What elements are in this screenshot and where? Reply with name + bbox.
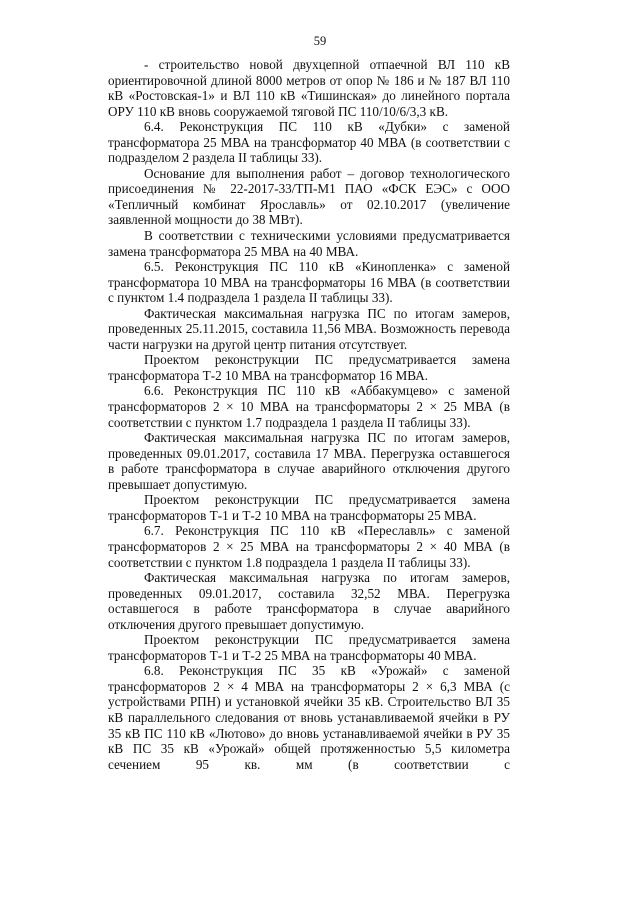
paragraph: Проектом реконструкции ПС предусматривается замена трансформаторов Т-1 и Т-2 25 МВА на трансформаторы 40 МВА. bbox=[108, 632, 510, 663]
paragraph: 6.7. Реконструкция ПС 110 кВ «Переславль» с заменой трансформаторов 2 × 25 МВА на трансформаторы 2 × 40 МВА (в соответствии с пунктом 1.8 подраздела 1 раздела II таблицы 33). bbox=[108, 523, 510, 570]
paragraph: - строительство новой двухцепной отпаечной ВЛ 110 кВ ориентировочной длиной 8000 метров от опор № 186 и № 187 ВЛ 110 кВ «Ростовская-1» и ВЛ 110 кВ «Тишинская» до линейного портала ОРУ 110 кВ вновь сооружаемой тяговой ПС 110/10/6/3,3 кВ. bbox=[108, 57, 510, 119]
page-number: 59 bbox=[313, 34, 327, 48]
paragraph: Проектом реконструкции ПС предусматривается замена трансформатора Т-2 10 МВА на трансформатор 16 МВА. bbox=[108, 352, 510, 383]
paragraph: Фактическая максимальная нагрузка ПС по итогам замеров, проведенных 25.11.2015, составила 11,56 МВА. Возможность перевода части нагрузки на другой центр питания отсутствует. bbox=[108, 305, 510, 352]
paragraph: Основание для выполнения работ – договор технологического присоединения № 22-2017-33/ТП-М1 ПАО «ФСК ЕЭС» с ООО «Тепличный комбинат Ярославль» от 02.10.2017 (увеличение заявленной мощности до 38 МВт). bbox=[108, 165, 510, 228]
paragraph: 6.8. Реконструкция ПС 35 кВ «Урожай» с заменой трансформаторов 2 × 4 МВА на трансформаторы 2 × 6,3 МВА (с устройствами РПН) и установкой ячейки 35 кВ. Строительство ВЛ 35 кВ параллельного следования от вновь устанавливаемой ячейки в РУ 35 кВ ПС 110 кВ «Лютово» до вновь устанавливаемой ячейки в РУ 35 кВ ПС 35 кВ «Урожай» общей протяженностью 5,5 километра сечением 95 кв. мм (в соответствии с bbox=[108, 663, 510, 772]
paragraph: Фактическая максимальная нагрузка ПС по итогам замеров, проведенных 09.01.2017, составила 17 МВА. Перегрузка оставшегося в работе трансформатора в случае аварийного отключения другого превышает допустимую. bbox=[108, 430, 510, 492]
document-body bbox=[108, 57, 510, 772]
paragraph: Фактическая максимальная нагрузка по итогам замеров, проведенных 09.01.2017, составила 32,52 МВА. Перегрузка оставшегося в работе трансформатора в случае аварийного отключения другого превышает допустимую. bbox=[108, 570, 510, 632]
paragraph: 6.6. Реконструкция ПС 110 кВ «Аббакумцево» с заменой трансформаторов 2 × 10 МВА на трансформаторы 2 × 25 МВА (в соответствии с пунктом 1.7 подраздела 1 раздела II таблицы 33). bbox=[108, 383, 510, 430]
paragraph: 6.5. Реконструкция ПС 110 кВ «Кинопленка» с заменой трансформатора 10 МВА на трансформаторы 16 МВА (в соответствии с пунктом 1.4 подраздела 1 раздела II таблицы 33). bbox=[108, 259, 510, 306]
paragraph: Проектом реконструкции ПС предусматривается замена трансформаторов Т-1 и Т-2 10 МВА на трансформаторы 25 МВА. bbox=[108, 492, 510, 523]
paragraph: В соответствии с техническими условиями предусматривается замена трансформатора 25 МВА на 40 МВА. bbox=[108, 228, 510, 259]
paragraph: 6.4. Реконструкция ПС 110 кВ «Дубки» с заменой трансформатора 25 МВА на трансформатор 40 МВА (в соответствии с подразделом 2 раздела II таблицы 33). bbox=[108, 119, 510, 166]
